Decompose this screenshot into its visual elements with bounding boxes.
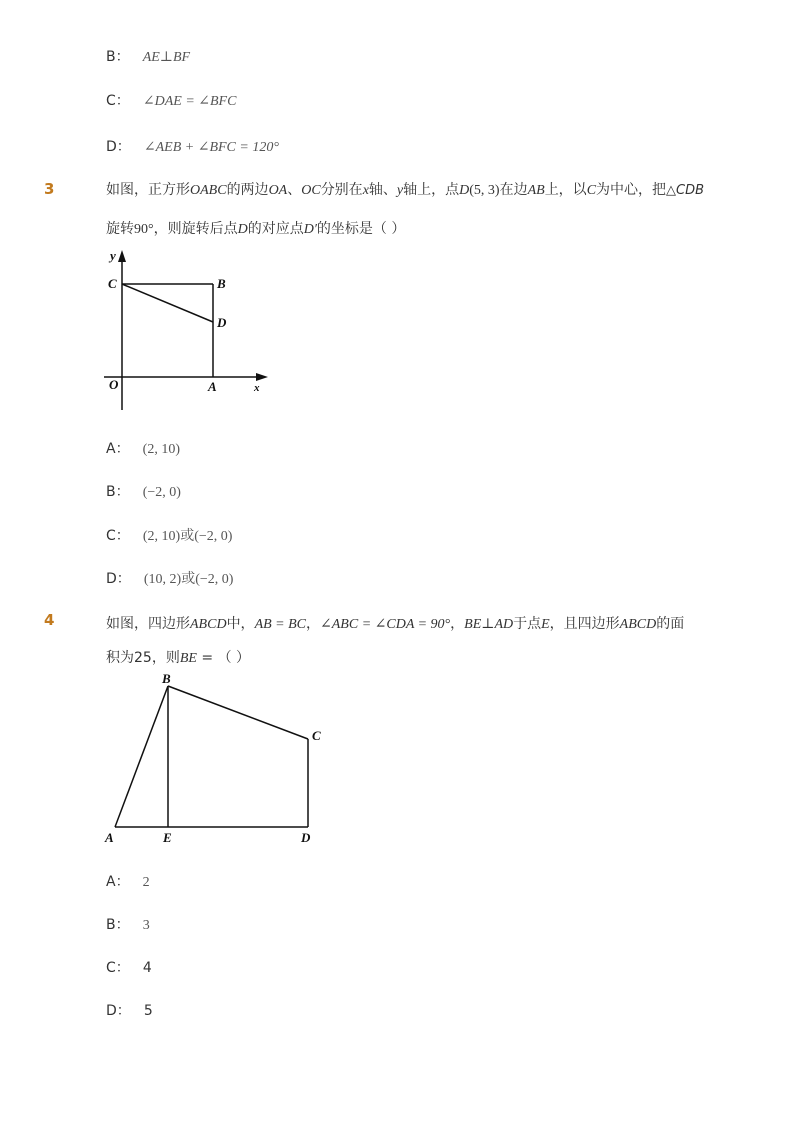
option-value: (2, 10) [142, 442, 180, 457]
option-letter: A： [106, 874, 130, 890]
math: BE⊥AD [464, 617, 514, 632]
option-letter: B： [106, 917, 130, 933]
label-o: O [109, 377, 119, 392]
text: 旋转 [106, 221, 134, 237]
segment-cd [122, 284, 213, 322]
text: 如图，正方形 [106, 182, 190, 198]
option-value: AE⊥BF [142, 50, 191, 65]
option-value: 2 [142, 875, 150, 890]
q4-option-c[interactable] [106, 957, 152, 977]
q4-figure [100, 668, 340, 852]
text: 、 [287, 182, 302, 198]
segment-ab [115, 686, 168, 827]
q2-option-d[interactable] [106, 136, 279, 156]
label-a: A [208, 379, 217, 394]
text: 分别在 [320, 182, 363, 198]
math: AB = BC [254, 617, 307, 632]
math: C [586, 183, 597, 198]
math: D′ [303, 222, 317, 237]
text: 的两边 [226, 182, 269, 198]
math: ABCD [190, 617, 227, 632]
q2-option-c[interactable] [106, 90, 236, 110]
option-value: (2, 10)或(−2, 0) [142, 529, 233, 544]
option-letter: B： [106, 49, 130, 65]
text: ，则旋转后点 [153, 221, 238, 237]
math: ∠ABC = ∠CDA = 90° [320, 617, 451, 632]
math: y [396, 183, 404, 198]
label-y: y [110, 248, 116, 263]
text: 的坐标是（ ） [316, 221, 406, 237]
option-letter: C： [106, 528, 130, 544]
math: OABC [190, 183, 227, 198]
q3-option-d[interactable] [106, 568, 233, 588]
q3-option-c[interactable] [106, 525, 232, 545]
text: 中， [226, 616, 255, 632]
option-value: 5 [143, 1003, 153, 1019]
label-d: D [217, 315, 227, 330]
option-value: 4 [142, 960, 152, 976]
text: 上，以 [544, 182, 587, 198]
math: x [362, 183, 369, 198]
option-letter: D： [106, 571, 131, 587]
q3-option-b[interactable] [106, 481, 181, 501]
math: D [237, 222, 248, 237]
segment-bc [168, 686, 308, 739]
option-value: ∠DAE = ∠BFC [142, 94, 237, 109]
option-letter: C： [106, 93, 130, 109]
option-letter: C： [106, 960, 130, 976]
text: ， [306, 616, 321, 632]
option-letter: B： [106, 484, 130, 500]
label-a: A [105, 830, 114, 845]
x-axis-arrow [256, 373, 268, 381]
math: AB [527, 183, 545, 198]
math: ABCD [619, 617, 657, 632]
q3-option-a[interactable] [106, 438, 180, 458]
q4-option-a[interactable] [106, 871, 150, 891]
label-c: C [312, 728, 321, 743]
q4-option-b[interactable] [106, 914, 150, 934]
text: 为中心，把 [596, 182, 667, 198]
text: 如图，四边形 [106, 616, 190, 632]
question-text-line-2 [106, 219, 405, 240]
math: (5, 3) [469, 183, 500, 198]
math: E [541, 617, 550, 632]
question-number: 4 [44, 611, 55, 629]
y-axis-arrow [118, 250, 126, 262]
q4-option-d[interactable] [106, 1000, 153, 1020]
math: D [459, 183, 470, 198]
option-value: 3 [142, 918, 150, 933]
label-b: B [217, 276, 226, 291]
text: 轴、 [368, 182, 397, 198]
option-value: (−2, 0) [142, 485, 181, 500]
text: 在边 [499, 182, 528, 198]
math: BE [179, 651, 197, 666]
option-value: (10, 2)或(−2, 0) [143, 572, 234, 587]
text: 轴上，点 [403, 182, 460, 198]
text: 的面 [656, 616, 685, 632]
label-e: E [163, 830, 172, 845]
q2-option-b[interactable] [106, 46, 190, 66]
text: = （ ） [196, 650, 251, 666]
option-letter: D： [106, 139, 131, 155]
option-value: ∠AEB + ∠BFC = 120° [143, 140, 279, 155]
option-letter: D： [106, 1003, 131, 1019]
label-x: x [254, 382, 260, 394]
label-d: D [301, 830, 311, 845]
text: 于点 [513, 616, 542, 632]
question-text-line-1 [106, 180, 704, 201]
math: OA [268, 183, 288, 198]
text: ， [450, 616, 465, 632]
label-b: B [162, 671, 171, 686]
question-number: 3 [44, 180, 55, 198]
text: 的对应点 [247, 221, 304, 237]
question-text-line-1 [106, 614, 684, 635]
math: OC [301, 183, 321, 198]
q3-figure [100, 244, 280, 414]
label-c: C [108, 276, 117, 291]
math: 90° [134, 222, 154, 237]
option-letter: A： [106, 441, 130, 457]
text: ，且四边形 [549, 616, 620, 632]
question-text-line-2 [106, 648, 250, 669]
math: △CDB [666, 183, 705, 198]
text: 积为25，则 [106, 650, 180, 666]
